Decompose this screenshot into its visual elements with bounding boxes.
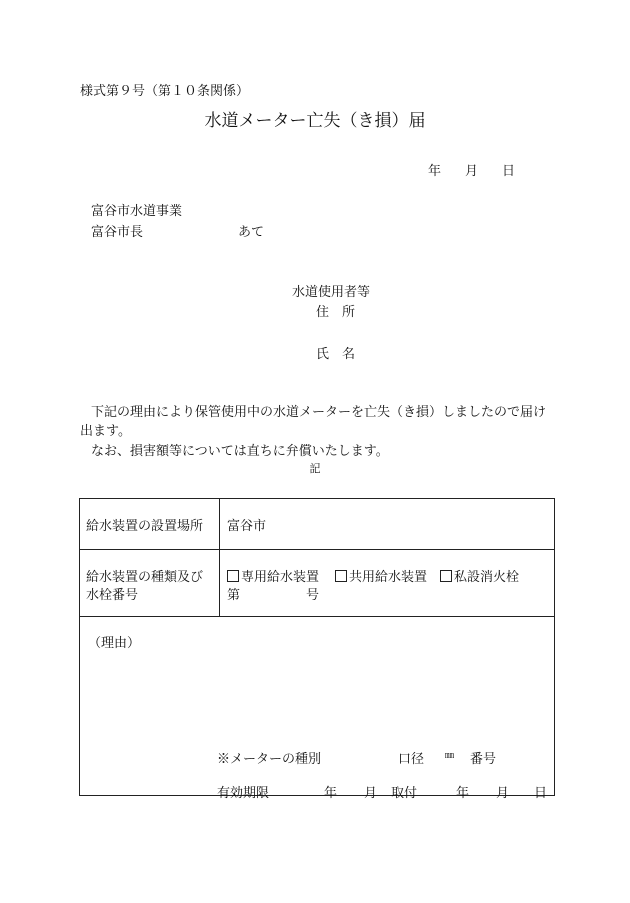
diameter-label: 口径 — [398, 752, 425, 767]
option-private-hydrant[interactable] — [440, 566, 519, 585]
expiry-month: 月 — [364, 786, 378, 801]
date-month-label: 月 — [465, 164, 479, 179]
type-label-line2: 水栓番号 — [86, 588, 139, 603]
mm-unit: ㎜ — [445, 751, 455, 761]
faucet-number-prefix: 第 — [227, 588, 241, 603]
install-day: 日 — [534, 786, 548, 801]
addressee-line2: 富谷市長 — [91, 225, 144, 240]
body-line1: 下記の理由により保管使用中の水道メーターを亡失（き損）しましたので届け — [91, 405, 547, 420]
table-row-divider — [80, 616, 554, 617]
option-label: 私設消火栓 — [454, 570, 520, 585]
reason-label: （理由） — [88, 636, 141, 651]
option-label: 共用給水装置 — [349, 570, 428, 585]
body-line2: なお、損害額等については直ちに弁償いたします。 — [91, 444, 389, 459]
date-day-label: 日 — [502, 164, 516, 179]
meter-type-label: ※メーターの種別 — [217, 752, 322, 767]
user-name-label: 氏 名 — [316, 347, 356, 362]
checkbox-icon[interactable] — [227, 570, 239, 582]
faucet-number-suffix: 号 — [306, 588, 320, 603]
user-title: 水道使用者等 — [292, 285, 371, 300]
option-shared[interactable] — [335, 566, 427, 585]
expiry-line — [217, 782, 547, 801]
checkbox-icon[interactable] — [440, 570, 452, 582]
expiry-year: 年 — [324, 786, 338, 801]
option-label: 専用給水装置 — [241, 570, 320, 585]
type-label-line1: 給水装置の種類及び — [86, 570, 204, 585]
user-address-label: 住 所 — [316, 305, 356, 320]
addressee-line1: 富谷市水道事業 — [91, 204, 183, 219]
install-label: 取付 — [391, 786, 418, 801]
option-dedicated[interactable] — [227, 566, 319, 585]
checkbox-icon[interactable] — [335, 570, 347, 582]
detail-table — [79, 498, 555, 801]
faucet-number — [227, 584, 319, 603]
date-line — [428, 160, 515, 179]
document-title: 水道メーター亡失（き損）届 — [204, 111, 426, 131]
body-line1-continued: 出ます。 — [80, 424, 131, 439]
table-column-divider — [219, 499, 220, 616]
date-year-label: 年 — [428, 164, 442, 179]
place-label: 給水装置の設置場所 — [86, 519, 204, 534]
table-row-divider — [80, 549, 554, 550]
install-year: 年 — [456, 786, 470, 801]
form-number: 様式第９号（第１０条関係） — [80, 84, 250, 99]
meter-number-label: 番号 — [470, 752, 497, 767]
addressee-ate: あて — [238, 225, 265, 240]
place-value: 富谷市 — [227, 519, 267, 534]
expiry-label: 有効期限 — [217, 786, 270, 801]
install-month: 月 — [496, 786, 510, 801]
ki-heading: 記 — [309, 462, 321, 475]
